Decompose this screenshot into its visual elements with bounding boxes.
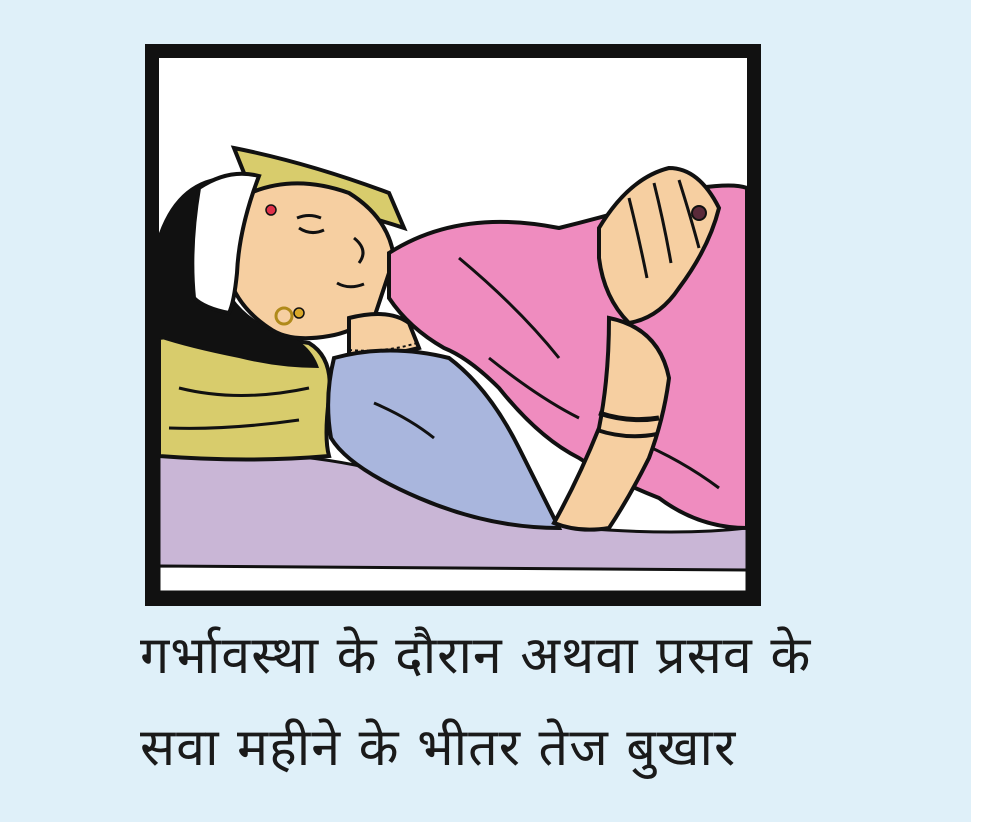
illustration-icon (159, 58, 747, 592)
illustration-frame (145, 44, 761, 606)
caption-line-1: गर्भावस्था के दौरान अथवा प्रसव के (140, 626, 812, 686)
caption-line-2: सवा महीने के भीतर तेज बुखार (140, 718, 737, 778)
mattress-edge (159, 566, 747, 592)
page-margin (971, 0, 982, 822)
